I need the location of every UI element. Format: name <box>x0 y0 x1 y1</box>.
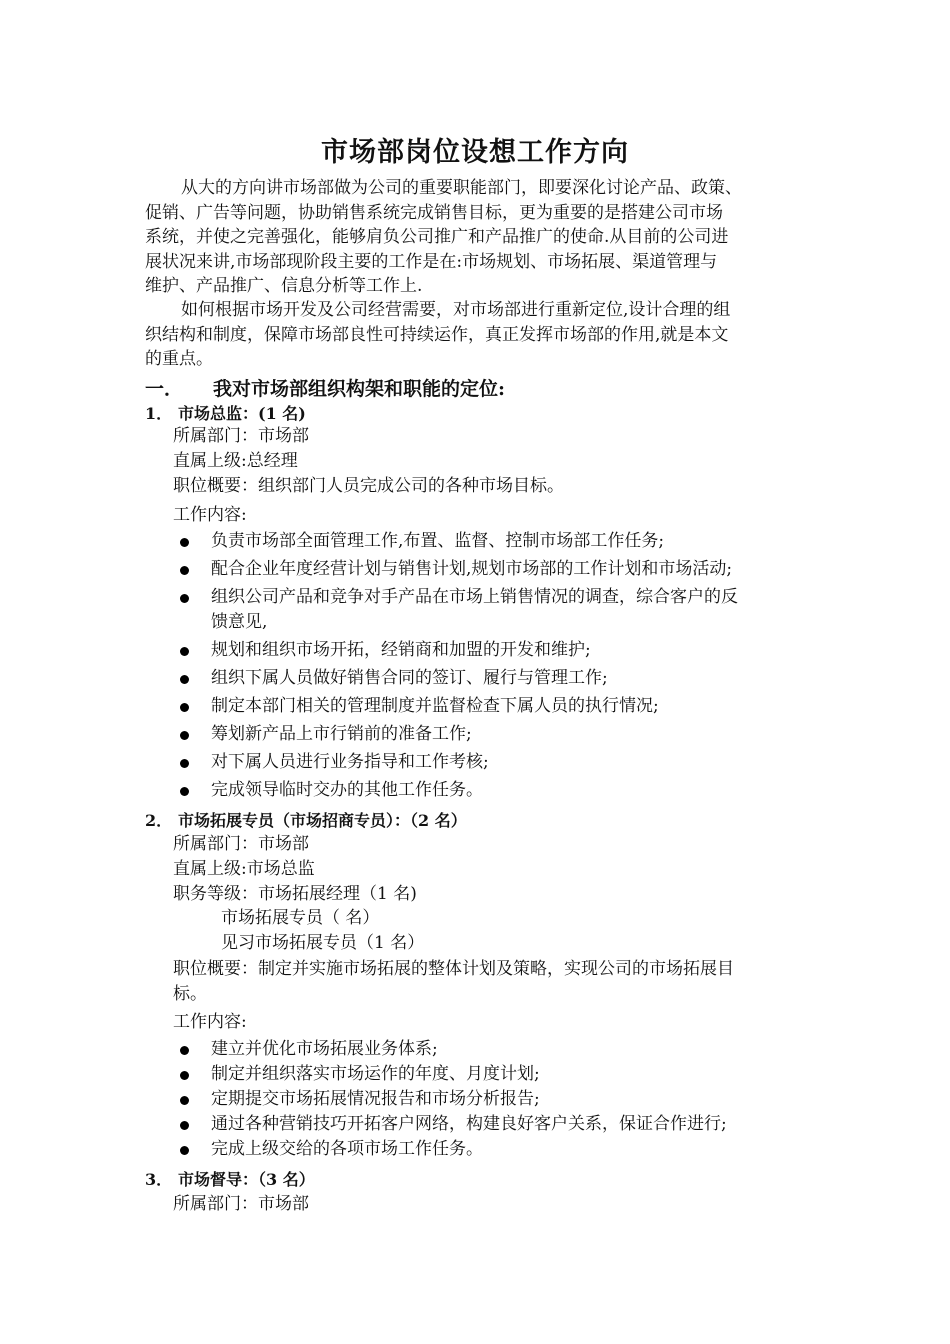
role-number: 3． <box>145 1170 173 1189</box>
role-number: 2． <box>145 811 173 830</box>
role-number: 1． <box>145 404 173 423</box>
bullet-icon <box>180 1121 189 1130</box>
list-item-text: 通过各种营销技巧开拓客户网络，构建良好客户关系，保证合作进行; <box>211 1114 727 1134</box>
list-item-text: 组织下属人员做好销售合同的签订、履行与管理工作; <box>211 668 608 688</box>
role2-grade-2: 市场拓展专员（ 名） <box>221 908 380 928</box>
bullet-icon <box>180 594 189 603</box>
bullet-icon <box>180 538 189 547</box>
text-line: 维护、产品推广、信息分析等工作上. <box>145 276 423 296</box>
section-title: 我对市场部组织构架和职能的定位: <box>213 378 506 400</box>
bullet-icon <box>180 675 189 684</box>
list-item-text: 筹划新产品上市行销前的准备工作; <box>211 724 472 744</box>
list-item-text: 定期提交市场拓展情况报告和市场分析报告; <box>211 1089 540 1109</box>
role1-superior: 直属上级:总经理 <box>173 451 298 471</box>
intro-paragraph-1 <box>145 176 815 299</box>
intro-paragraph-2 <box>145 298 815 372</box>
text-line: 展状况来讲,市场部现阶段主要的工作是在:市场规划、市场拓展、渠道管理与 <box>145 251 718 272</box>
bullet-icon <box>180 731 189 740</box>
role1-dept: 所属部门：市场部 <box>173 426 309 446</box>
bullet-icon <box>180 647 189 656</box>
role2-summary-line-2: 标。 <box>173 984 207 1004</box>
role3-dept: 所属部门：市场部 <box>173 1194 309 1214</box>
text-line: 的重点。 <box>145 349 213 369</box>
bullet-icon <box>180 1071 189 1080</box>
bullet-icon <box>180 759 189 768</box>
list-item-text: 制定本部门相关的管理制度并监督检查下属人员的执行情况; <box>211 696 659 716</box>
list-item-text: 完成领导临时交办的其他工作任务。 <box>211 780 483 800</box>
text-line: 系统，并使之完善强化，能够肩负公司推广和产品推广的使命.从目前的公司进 <box>145 227 729 247</box>
list-item-text: 对下属人员进行业务指导和工作考核; <box>211 752 489 772</box>
list-item-text: 规划和组织市场开拓，经销商和加盟的开发和维护; <box>211 640 591 660</box>
role-title: 市场督导：（3 名） <box>178 1170 315 1189</box>
text-line: 从大的方向讲市场部做为公司的重要职能部门，即要深化讨论产品、政策、 <box>181 178 742 198</box>
list-item-text: 组织公司产品和竞争对手产品在市场上销售情况的调查，综合客户的反 <box>211 587 738 607</box>
text-line: 如何根据市场开发及公司经营需要，对市场部进行重新定位,设计合理的组 <box>181 300 731 320</box>
list-item-text: 馈意见, <box>211 612 268 632</box>
text-line: 促销、广告等问题，协助销售系统完成销售目标，更为重要的是搭建公司市场 <box>145 202 723 223</box>
bullet-icon <box>180 1046 189 1055</box>
role2-grade-3: 见习市场拓展专员（1 名） <box>221 933 425 953</box>
role-heading-2 <box>145 808 467 831</box>
bullet-icon <box>180 1146 189 1155</box>
role-title: 市场总监：(1 名) <box>178 404 306 423</box>
bullet-icon <box>180 787 189 796</box>
list-item-text: 制定并组织落实市场运作的年度、月度计划; <box>211 1064 540 1084</box>
list-item-text: 负责市场部全面管理工作,布置、监督、控制市场部工作任务; <box>211 531 665 551</box>
text-line: 织结构和制度，保障市场部良性可持续运作，真正发挥市场部的作用,就是本文 <box>145 324 729 345</box>
role2-dept: 所属部门：市场部 <box>173 834 309 854</box>
list-item-text: 完成上级交给的各项市场工作任务。 <box>211 1139 483 1159</box>
list-item-text: 建立并优化市场拓展业务体系; <box>211 1039 438 1059</box>
role1-duties-label: 工作内容: <box>173 505 247 525</box>
role2-duties-label: 工作内容: <box>173 1012 247 1032</box>
role2-grade: 职务等级：市场拓展经理（1 名) <box>173 884 417 904</box>
section-heading <box>145 374 505 401</box>
role-heading-3 <box>145 1167 315 1190</box>
role2-summary-line-1: 职位概要：制定并实施市场拓展的整体计划及策略，实现公司的市场拓展目 <box>173 959 734 979</box>
bullet-icon <box>180 703 189 712</box>
bullet-icon <box>180 1096 189 1105</box>
list-item-text: 配合企业年度经营计划与销售计划,规划市场部的工作计划和市场活动; <box>211 559 733 579</box>
role-heading-1 <box>145 401 306 424</box>
role-title: 市场拓展专员（市场招商专员）：（2 名） <box>178 811 467 830</box>
bullet-icon <box>180 566 189 575</box>
page-title: 市场部岗位设想工作方向 <box>321 137 629 168</box>
role1-summary: 职位概要：组织部门人员完成公司的各种市场目标。 <box>173 476 564 496</box>
section-number: 一． <box>145 378 184 400</box>
role2-superior: 直属上级:市场总监 <box>173 859 315 879</box>
